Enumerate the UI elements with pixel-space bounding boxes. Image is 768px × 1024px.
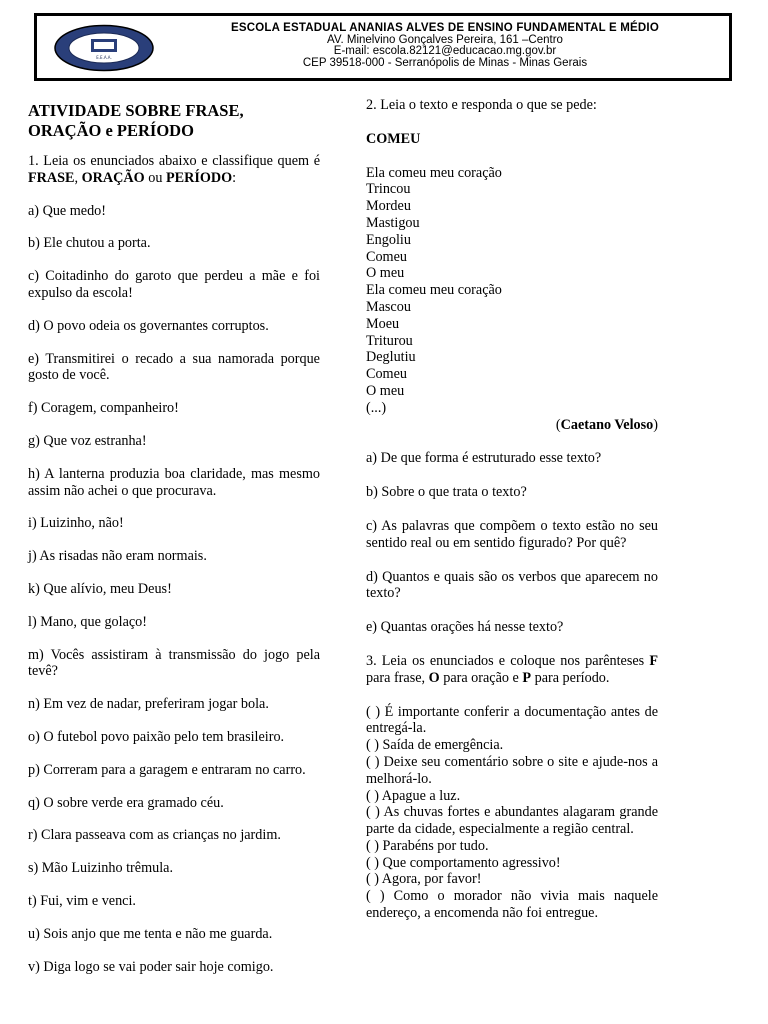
author-close-paren: )	[653, 416, 658, 433]
q2-question: e) Quantas orações há nesse texto?	[366, 619, 564, 636]
poem-line: Trincou	[366, 181, 411, 198]
q1-item: f) Coragem, companheiro!	[28, 400, 179, 417]
q1-intro-text: 1. Leia os enunciados abaixo e classifique quem é	[28, 153, 320, 169]
q3-p: P	[522, 669, 532, 686]
q2-question: c) As palavras que compõem o texto estão no seu sentido real ou em sentido figurado? Por quê?	[366, 517, 658, 551]
right-column	[366, 97, 658, 922]
q3-o: O	[428, 669, 440, 686]
q3-intro-text: 3. Leia os enunciados e coloque nos parênteses	[366, 652, 650, 669]
q1-oracao: ORAÇÃO	[81, 169, 145, 186]
poem-line: O meu	[366, 382, 405, 399]
q1-item: b) Ele chutou a porta.	[28, 235, 151, 252]
school-info	[167, 23, 723, 69]
question-1-intro	[28, 153, 320, 187]
q3-items	[366, 704, 658, 922]
q3-f-text: para frase,	[366, 669, 429, 686]
q3-item: ( ) É importante conferir a documentação antes de entregá-la.	[366, 703, 658, 737]
question-2-intro: 2. Leia o texto e responda o que se pede:	[366, 97, 597, 113]
poem-title: COMEU	[366, 130, 421, 147]
poem-line: Comeu	[366, 248, 407, 265]
q3-p-text: para período.	[531, 669, 610, 686]
q3-item: ( ) Que comportamento agressivo!	[366, 854, 561, 871]
q1-item: k) Que alívio, meu Deus!	[28, 580, 172, 597]
q1-item: u) Sois anjo que me tenta e não me guarda.	[28, 925, 273, 942]
q1-item: m) Vocês assistiram à transmissão do jogo pela tevê?	[28, 646, 320, 680]
q1-item: i) Luizinho, não!	[28, 515, 124, 532]
poem-line: O meu	[366, 265, 405, 282]
q1-end: :	[232, 169, 237, 186]
poem-line: Triturou	[366, 332, 413, 349]
q3-item: ( ) Saída de emergência.	[366, 737, 504, 754]
q1-item: o) O futebol povo paixão pelo tem brasileiro.	[28, 728, 285, 745]
poem-line: (...)	[366, 399, 387, 416]
poem-line: Ela comeu meu coração	[366, 164, 502, 181]
author-name: Caetano Veloso	[560, 416, 654, 433]
question-3-intro	[366, 653, 658, 687]
q3-f: F	[649, 652, 658, 669]
q1-item: a) Que medo!	[28, 202, 106, 219]
q1-item: c) Coitadinho do garoto que perdeu a mãe e foi expulso da escola!	[28, 268, 320, 301]
poem-line: Mastigou	[366, 214, 420, 231]
q1-item: q) O sobre verde era gramado céu.	[28, 794, 224, 811]
q1-item: d) O povo odeia os governantes corruptos.	[28, 317, 269, 334]
poem-line: Deglutiu	[366, 349, 416, 366]
school-logo	[53, 24, 155, 72]
q2-question: b) Sobre o que trata o texto?	[366, 484, 527, 501]
poem-author	[366, 417, 658, 434]
q1-item: v) Diga logo se vai poder sair hoje comigo.	[28, 958, 274, 975]
poem-line: Mordeu	[366, 198, 411, 215]
school-header	[34, 13, 732, 81]
q1-item: t) Fui, vim e venci.	[28, 892, 136, 909]
q1-item: p) Correram para a garagem e entraram no carro.	[28, 761, 306, 778]
q3-item: ( ) Parabéns por tudo.	[366, 837, 489, 854]
q3-item: ( ) Deixe seu comentário sobre o site e ajude-nos a melhorá-lo.	[366, 753, 658, 787]
title-line-1: ATIVIDADE SOBRE FRASE,	[28, 101, 244, 120]
author-open-paren: (	[555, 416, 561, 433]
title-line-2: ORAÇÃO e PERÍODO	[28, 121, 194, 140]
q2-question: a) De que forma é estruturado esse texto?	[366, 450, 602, 467]
poem-line: Engoliu	[366, 231, 411, 248]
q1-frase: FRASE	[28, 169, 75, 186]
poem-line: Ela comeu meu coração	[366, 282, 502, 299]
school-name: ESCOLA ESTADUAL ANANIAS ALVES DE ENSINO FUNDAMENTAL E MÉDIO	[231, 22, 659, 34]
poem-line: Moeu	[366, 315, 400, 332]
left-column	[28, 97, 320, 991]
q1-sep2: ou	[144, 169, 166, 186]
q3-item: ( ) Agora, por favor!	[366, 871, 482, 888]
q1-periodo: PERÍODO	[165, 169, 233, 186]
q1-item: l) Mano, que golaço!	[28, 613, 147, 630]
svg-text:E.E.A.A.: E.E.A.A.	[96, 55, 112, 60]
q2-question: d) Quantos e quais são os verbos que aparecem no texto?	[366, 568, 658, 602]
school-address: AV. Minelvino Gonçalves Pereira, 161 –Centro	[327, 33, 563, 46]
worksheet-title	[28, 101, 320, 141]
q1-item: j) As risadas não eram normais.	[28, 548, 207, 565]
poem-line: Comeu	[366, 366, 407, 383]
q1-item: n) Em vez de nadar, preferiram jogar bola.	[28, 696, 269, 713]
q3-item: ( ) As chuvas fortes e abundantes alagaram grande parte da cidade, especialmente a região central.	[366, 804, 658, 838]
q3-item: ( ) Como o morador não vivia mais naquele endereço, a encomenda não foi entregue.	[366, 888, 658, 922]
school-email: E-mail: escola.82121@educacao.mg.gov.br	[333, 45, 557, 57]
q3-item: ( ) Apague a luz.	[366, 787, 461, 804]
q3-o-text: para oração e	[439, 669, 523, 686]
poem	[366, 165, 658, 417]
q1-item: s) Mão Luizinho trêmula.	[28, 860, 173, 877]
q1-item: e) Transmitirei o recado a sua namorada porque gosto de você.	[28, 350, 320, 384]
q1-item: h) A lanterna produzia boa claridade, mas mesmo assim não achei o que procurava.	[28, 465, 320, 499]
q1-item: g) Que voz estranha!	[28, 432, 147, 449]
q1-sep1: ,	[74, 169, 82, 186]
q1-item: r) Clara passeava com as crianças no jardim.	[28, 827, 281, 844]
poem-line: Mascou	[366, 298, 411, 315]
school-cep: CEP 39518-000 - Serranópolis de Minas - Minas Gerais	[302, 56, 588, 69]
